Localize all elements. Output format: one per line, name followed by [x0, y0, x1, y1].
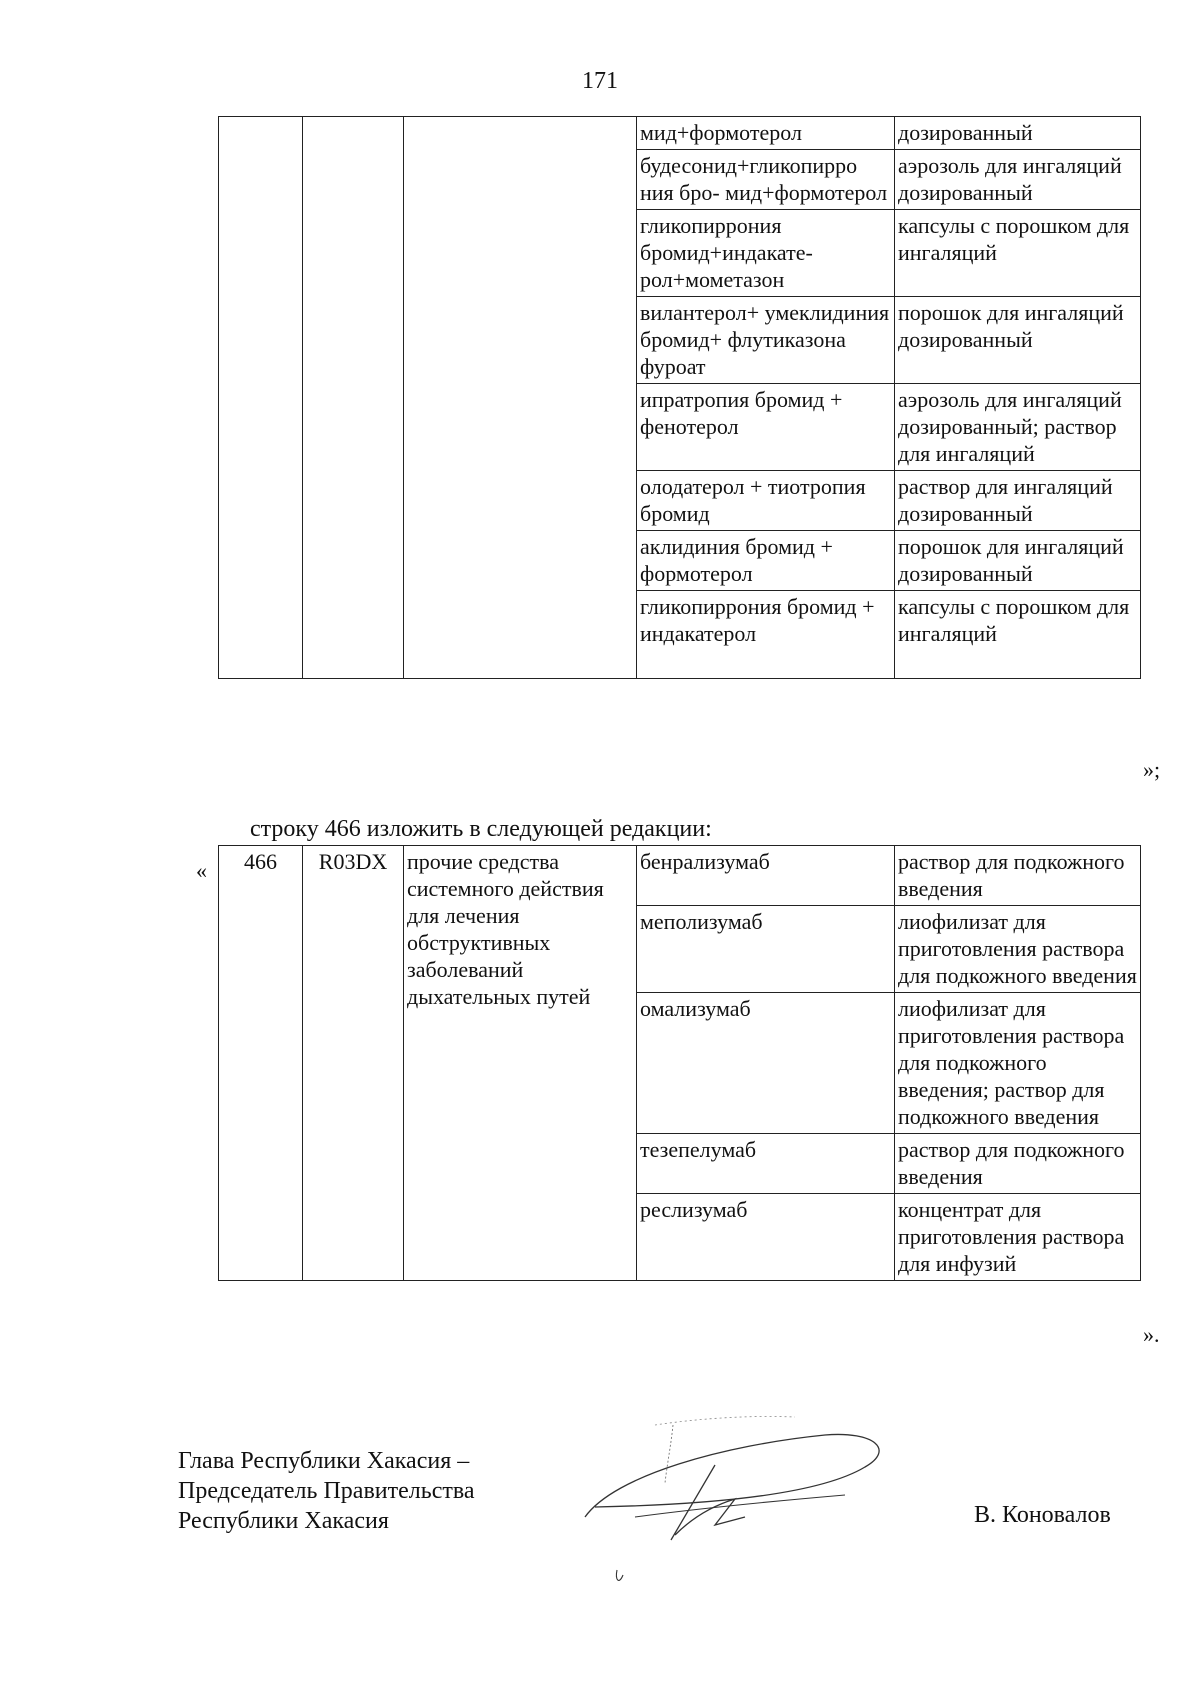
form-cell: раствор для ингаляций дозированный [895, 471, 1141, 531]
form-cell: лиофилизат для приготовления раствора для подкожного введения; раствор для подкожного введения [895, 993, 1141, 1134]
handwritten-signature [575, 1405, 915, 1595]
drug-cell: гликопиррония бромид+индакате- рол+мометазон [637, 210, 895, 297]
empty-cell [219, 117, 303, 679]
drug-cell: мид+формотерол [637, 117, 895, 150]
drug-cell: аклидиния бромид + формотерол [637, 531, 895, 591]
form-cell: лиофилизат для приготовления раствора для подкожного введения [895, 906, 1141, 993]
form-cell: раствор для подкожного введения [895, 1134, 1141, 1194]
drug-cell: омализумаб [637, 993, 895, 1134]
signatory-title-line: Глава Республики Хакасия – [178, 1448, 470, 1474]
table-row [219, 117, 1141, 150]
group-cell: прочие средства системного действия для лечения обструктивных заболеваний дыхательных путей [404, 846, 637, 1281]
drug-cell: олодатерол + тиотропия бромид [637, 471, 895, 531]
form-cell: капсулы с порошком для ингаляций [895, 210, 1141, 297]
closing-quote: »; [1143, 757, 1161, 782]
drug-cell: реслизумаб [637, 1194, 895, 1281]
closing-quote: ». [1143, 1322, 1160, 1347]
atc-code-cell: R03DX [303, 846, 404, 1281]
drug-cell: бенрализумаб [637, 846, 895, 906]
form-cell: дозированный [895, 117, 1141, 150]
drug-cell: гликопиррония бромид + индакатерол [637, 591, 895, 679]
signatory-title-line: Председатель Правительства [178, 1478, 475, 1504]
signatory-title [178, 1446, 475, 1536]
signatory-title-line: Республики Хакасия [178, 1508, 389, 1534]
table-row [219, 846, 1141, 906]
empty-cell [404, 117, 637, 679]
instruction-text: строку 466 изложить в следующей редакции: [250, 816, 712, 842]
page-number: 171 [582, 68, 618, 94]
form-cell: концентрат для приготовления раствора для инфузий [895, 1194, 1141, 1281]
form-cell: аэрозоль для ингаляций дозированный; раствор для ингаляций [895, 384, 1141, 471]
form-cell: порошок для ингаляций дозированный [895, 531, 1141, 591]
form-cell: порошок для ингаляций дозированный [895, 297, 1141, 384]
drug-cell: тезепелумаб [637, 1134, 895, 1194]
empty-cell [303, 117, 404, 679]
opening-quote: « [196, 858, 207, 883]
table-continued [218, 116, 1141, 679]
drug-cell: будесонид+гликопирро ния бро- мид+формотерол [637, 150, 895, 210]
form-cell: аэрозоль для ингаляций дозированный [895, 150, 1141, 210]
signatory-name: В. Коновалов [974, 1502, 1111, 1528]
drug-cell: меполизумаб [637, 906, 895, 993]
form-cell: капсулы с порошком для ингаляций [895, 591, 1141, 679]
table-row-466 [218, 845, 1141, 1281]
drug-cell: вилантерол+ умеклидиния бромид+ флутиказона фуроат [637, 297, 895, 384]
row-number-cell: 466 [219, 846, 303, 1281]
form-cell: раствор для подкожного введения [895, 846, 1141, 906]
drug-cell: ипратропия бромид + фенотерол [637, 384, 895, 471]
